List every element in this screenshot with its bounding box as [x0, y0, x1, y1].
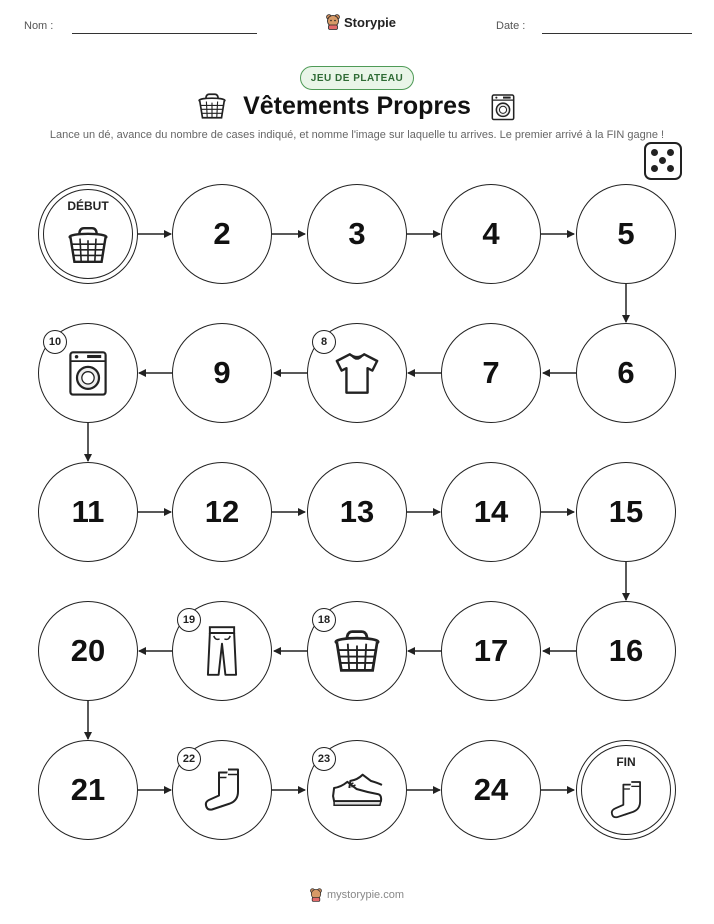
- cell-number: 3: [348, 216, 366, 251]
- cell-badge: 23: [312, 747, 336, 771]
- instructions-text: Lance un dé, avance du nombre de cases indiqué, et nomme l'image sur laquelle tu arrives. Le premier arrivé à la FIN gagne !: [49, 129, 665, 141]
- board-cell-7: [441, 323, 541, 423]
- board-cell-start: [38, 184, 138, 284]
- cell-number: 6: [617, 355, 635, 390]
- laundry-basket-icon: [332, 628, 382, 674]
- start-label: DÉBUT: [67, 199, 109, 213]
- cell-number: 16: [608, 633, 644, 668]
- cell-number: 13: [339, 494, 375, 529]
- cell-badge: 19: [177, 608, 201, 632]
- board-cell-15: [576, 462, 676, 562]
- bear-icon: [310, 888, 322, 902]
- board-cell-16: [576, 601, 676, 701]
- socks-icon: [197, 767, 247, 813]
- board-cell-10: [38, 323, 138, 423]
- cell-number: 14: [473, 494, 509, 529]
- cell-number: 17: [473, 633, 509, 668]
- board-cell-finish: [576, 740, 676, 840]
- board-cell-21: [38, 740, 138, 840]
- name-label: Nom :: [24, 20, 54, 32]
- board-cell-23: [307, 740, 407, 840]
- board-cell-5: [576, 184, 676, 284]
- page-title: Vêtements Propres: [243, 92, 471, 120]
- board-cell-20: [38, 601, 138, 701]
- cell-number: 4: [482, 216, 500, 251]
- board-cell-24: [441, 740, 541, 840]
- board-cell-6: [576, 323, 676, 423]
- board-cell-22: [172, 740, 272, 840]
- finish-label: FIN: [616, 755, 636, 769]
- washing-machine-icon: [66, 348, 110, 398]
- board-cell-2: [172, 184, 272, 284]
- board-cell-12: [172, 462, 272, 562]
- cell-number: 7: [482, 355, 500, 390]
- board-cell-13: [307, 462, 407, 562]
- laundry-basket-icon: [67, 225, 109, 265]
- game-type-badge: JEU DE PLATEAU: [300, 66, 414, 90]
- pants-icon: [205, 624, 239, 678]
- board-cell-4: [441, 184, 541, 284]
- board-cell-8: [307, 323, 407, 423]
- cell-number: 11: [71, 494, 105, 529]
- cell-number: 5: [617, 216, 635, 251]
- sneakers-icon: [329, 768, 385, 812]
- tshirt-icon: [333, 351, 381, 395]
- cell-number: 2: [213, 216, 231, 251]
- board-cell-17: [441, 601, 541, 701]
- footer: [0, 888, 714, 902]
- cell-badge: 18: [312, 608, 336, 632]
- footer-url[interactable]: mystorypie.com: [326, 889, 405, 901]
- board-cell-11: [38, 462, 138, 562]
- cell-number: 21: [70, 772, 106, 807]
- cell-badge: 8: [312, 330, 336, 354]
- cell-number: 9: [213, 355, 231, 390]
- board-cell-9: [172, 323, 272, 423]
- board-cell-19: [172, 601, 272, 701]
- date-label: Date :: [496, 20, 526, 32]
- brand-name: Storypie: [344, 14, 397, 30]
- board-cell-18: [307, 601, 407, 701]
- cell-number: 24: [473, 772, 509, 807]
- cell-badge: 22: [177, 747, 201, 771]
- cell-number: 20: [70, 633, 106, 668]
- cell-number: 15: [608, 494, 644, 529]
- board-cell-14: [441, 462, 541, 562]
- cell-badge: 10: [43, 330, 67, 354]
- cell-number: 12: [204, 494, 240, 529]
- socks-icon: [604, 780, 648, 820]
- board-cell-3: [307, 184, 407, 284]
